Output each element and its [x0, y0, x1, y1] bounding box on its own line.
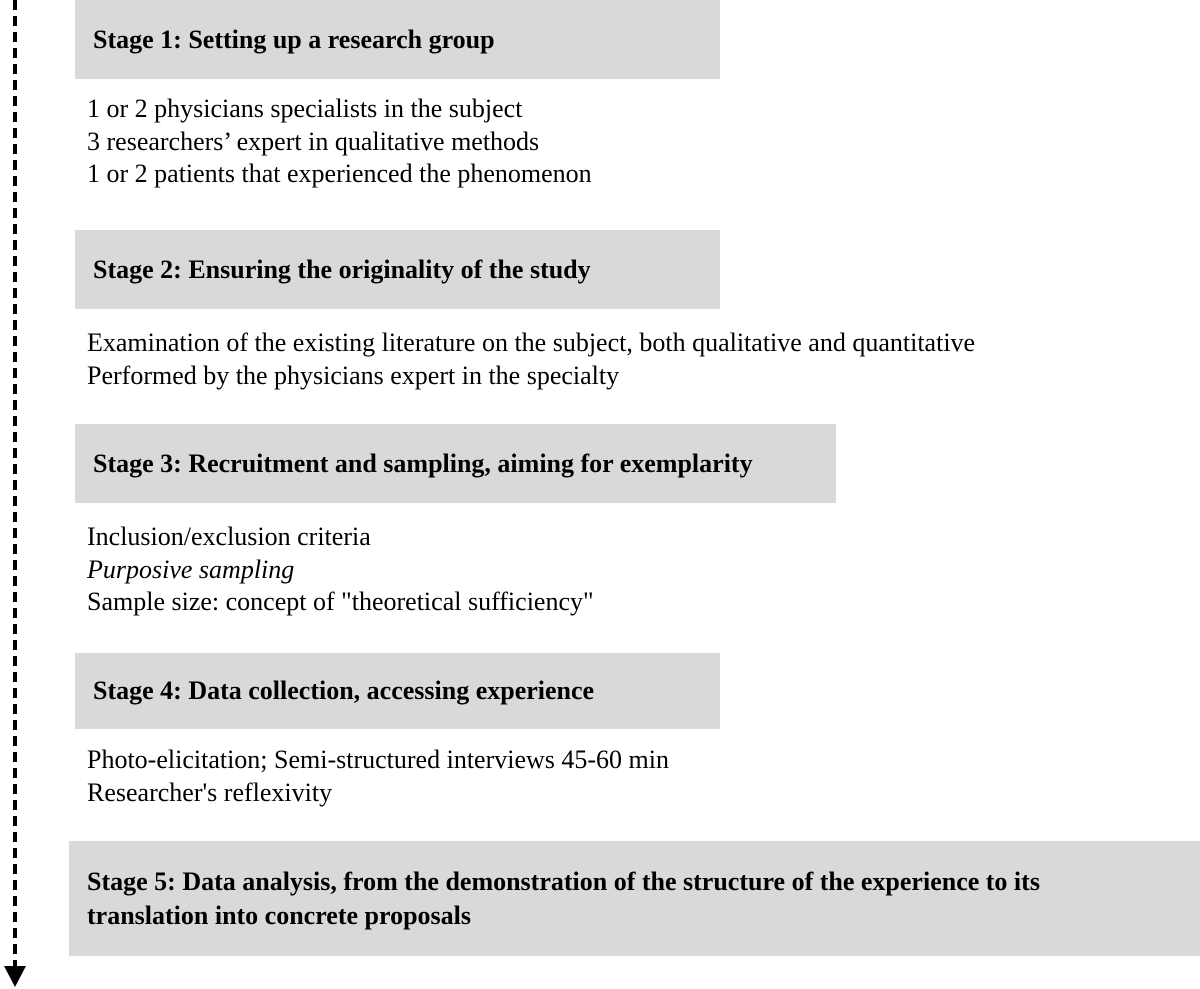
stage-1-header: [75, 0, 720, 79]
stage-3-detail: Purposive sampling: [87, 554, 295, 584]
stage-2-detail: Performed by the physicians expert in the specialty: [87, 360, 620, 390]
stage-5-title: Stage 5: Data analysis, from the demonstration of the structure of the experience to its translation into concrete proposals: [87, 866, 1040, 930]
arrow-head: [4, 966, 26, 987]
stage-4-detail: Researcher's reflexivity: [87, 777, 333, 807]
stage-1-detail: 3 researchers’ expert in qualitative methods: [87, 126, 540, 156]
stage-2-detail: Examination of the existing literature on the subject, both qualitative and quantitative: [87, 328, 976, 357]
stage-3-details: [87, 521, 594, 619]
stage-3-header: [75, 424, 836, 503]
stage-2-details: [87, 327, 975, 392]
stage-1-detail: 1 or 2 patients that experienced the phenomenon: [87, 159, 592, 188]
stage-3-detail: Inclusion/exclusion criteria: [87, 522, 371, 551]
stage-4-details: [87, 744, 669, 809]
stage-2-title: Stage 2: Ensuring the originality of the study: [93, 254, 591, 284]
stage-1-details: [87, 93, 592, 191]
stage-4-detail: Photo-elicitation; Semi-structured interviews 45-60 min: [87, 745, 670, 774]
stage-2-header: [75, 230, 720, 309]
dashed-down-arrow-icon: [0, 0, 30, 989]
stage-1-detail: 1 or 2 physicians specialists in the subject: [87, 94, 523, 123]
stage-4-header: [75, 653, 720, 729]
stage-5-header: [69, 841, 1200, 956]
stage-1-title: Stage 1: Setting up a research group: [93, 24, 495, 54]
stage-4-title: Stage 4: Data collection, accessing experience: [93, 676, 595, 705]
stage-3-detail: Sample size: concept of "theoretical sufficiency": [87, 587, 594, 616]
stage-3-title: Stage 3: Recruitment and sampling, aiming for exemplarity: [93, 448, 753, 478]
